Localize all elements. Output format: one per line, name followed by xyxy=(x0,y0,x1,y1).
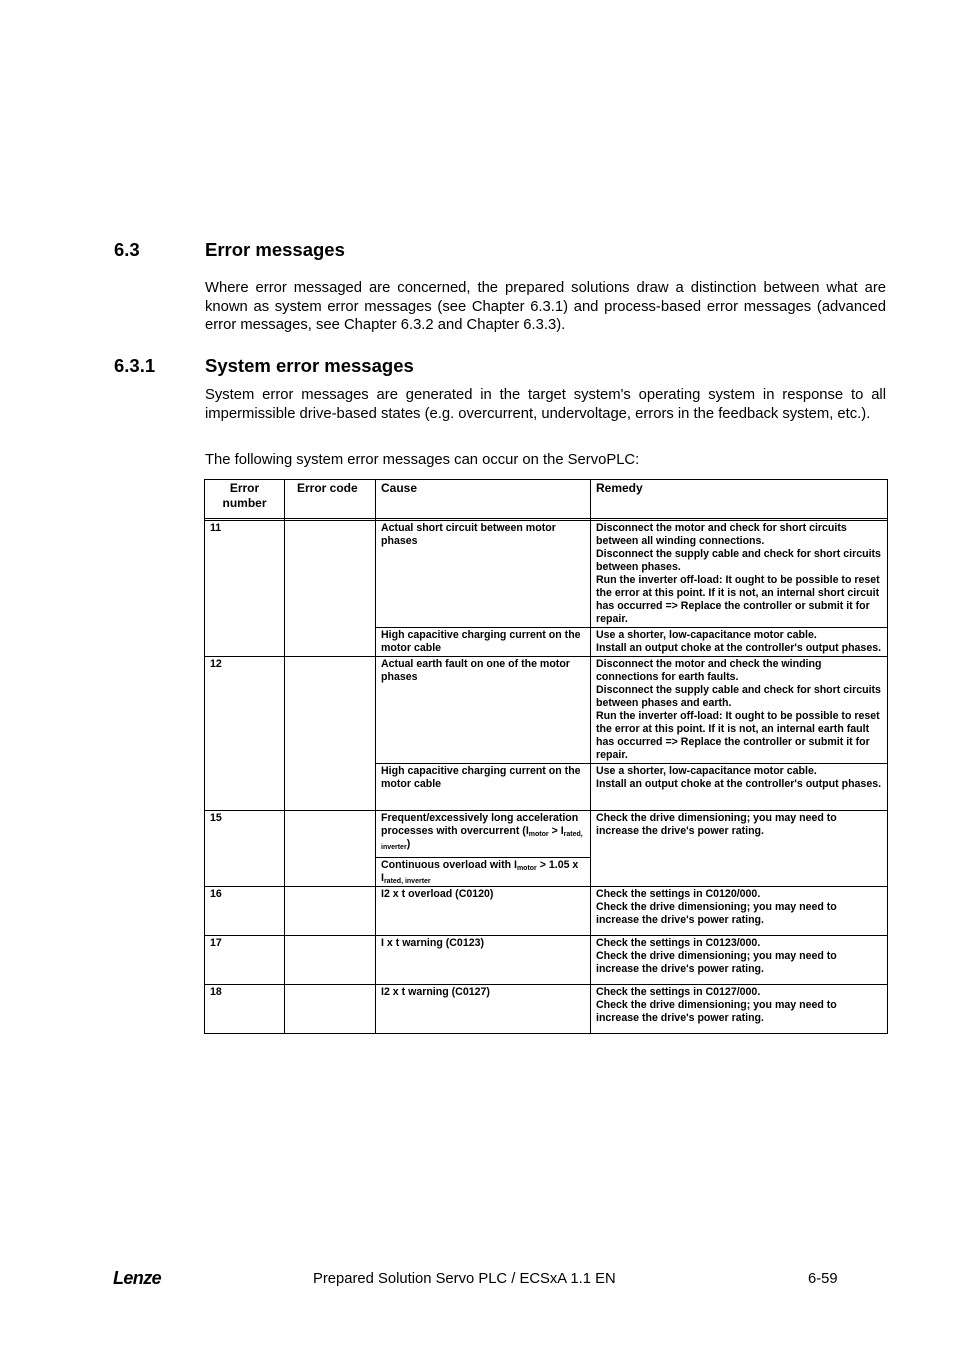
lenze-logo: Lenze xyxy=(113,1268,162,1288)
cause-cell: Frequent/excessively long acceleration processes with overcurrent $(I_{motor} > I_{rated, inverter})$ xyxy=(376,811,591,858)
error-number-cell: 17 xyxy=(205,936,285,985)
error-code-cell xyxy=(285,521,376,657)
error-number-cell: 18 xyxy=(205,985,285,1034)
error-code-cell xyxy=(285,936,376,985)
error-number-cell: 16 xyxy=(205,887,285,936)
error-number-cell: 15 xyxy=(205,811,285,887)
remedy-cell: Check the drive dimensioning; you may need to increase the drive's power rating. xyxy=(591,811,888,887)
error-code-cell xyxy=(285,657,376,811)
system-error-table xyxy=(204,479,888,1034)
remedy-cell: Use a shorter, low-capacitance motor cable. Install an output choke at the controller's output phases. xyxy=(591,764,888,811)
error-code-cell xyxy=(285,811,376,887)
table-row xyxy=(205,887,888,936)
table-header-row xyxy=(205,480,888,519)
remedy-cell: Disconnect the motor and check for short circuits between all winding connections. Disconnect the supply cable and check for short circuits between phases. Run the inverter off-load: It ought to be possible to reset the error at this point. If it is not, an internal short circuit has occurred => Replace the controller or submit it for repair. xyxy=(591,521,888,628)
header-error-code: Error code xyxy=(285,480,376,519)
subsection-paragraph: System error messages are generated in the target system's operating system in response to all impermissible drive-based states (e.g. overcurrent, undervoltage, errors in the feedback system, etc.). xyxy=(205,387,886,422)
table-row xyxy=(205,811,888,858)
remedy-cell: Check the settings in C0120/000. Check the drive dimensioning; you may need to increase the drive's power rating. xyxy=(591,887,888,936)
error-code-cell xyxy=(285,887,376,936)
table-intro-paragraph: The following system error messages can occur on the ServoPLC: xyxy=(205,452,640,468)
table-row xyxy=(205,936,888,985)
remedy-cell: Use a shorter, low-capacitance motor cable. Install an output choke at the controller's output phases. xyxy=(591,628,888,657)
cause-cell: I x t warning (C0123) xyxy=(376,936,591,985)
remedy-cell: Disconnect the motor and check the winding connections for earth faults. Disconnect the supply cable and check for short circuits between phases and earth. Run the inverter off-load: It ought to be possible to reset the error at this point. If it is not, an internal earth fault has occurred => Replace the controller or submit it for repair. xyxy=(591,657,888,764)
remedy-cell: Check the settings in C0123/000. Check the drive dimensioning; you may need to increase the drive's power rating. xyxy=(591,936,888,985)
cause-cell: Actual earth fault on one of the motor phases xyxy=(376,657,591,764)
remedy-cell: Check the settings in C0127/000. Check the drive dimensioning; you may need to increase the drive's power rating. xyxy=(591,985,888,1034)
footer-page-number: 6-59 xyxy=(808,1271,838,1287)
section-intro-paragraph: Where error messaged are concerned, the prepared solutions draw a distinction between what are known as system error messages (see Chapter 6.3.1) and process-based error messages (advanced error messages, see Chapter 6.3.2 and Chapter 6.3.3). xyxy=(205,280,886,333)
cause-cell: High capacitive charging current on the motor cable xyxy=(376,628,591,657)
cause-cell: High capacitive charging current on the motor cable xyxy=(376,764,591,811)
error-code-cell xyxy=(285,985,376,1034)
table-row xyxy=(205,657,888,764)
header-cause: Cause xyxy=(376,480,591,519)
footer-document-title: Prepared Solution Servo PLC / ECSxA 1.1 EN xyxy=(313,1271,616,1287)
cause-cell: I2 x t warning (C0127) xyxy=(376,985,591,1034)
error-number-cell: 12 xyxy=(205,657,285,811)
subsection-title: System error messages xyxy=(205,355,414,376)
section-number: 6.3 xyxy=(114,239,140,260)
cause-cell: Actual short circuit between motor phases xyxy=(376,521,591,628)
header-remedy: Remedy xyxy=(591,480,888,519)
table-row xyxy=(205,985,888,1034)
cause-cell: I2 x t overload (C0120) xyxy=(376,887,591,936)
error-number-cell: 11 xyxy=(205,521,285,657)
section-title: Error messages xyxy=(205,239,345,260)
subsection-number: 6.3.1 xyxy=(114,355,156,376)
table-row xyxy=(205,521,888,628)
cause-cell: Continuous overload with $I_{motor} > 1.05$ x $I_{rated, inverter}$ xyxy=(376,858,591,887)
header-error-number: Error number xyxy=(205,480,285,519)
